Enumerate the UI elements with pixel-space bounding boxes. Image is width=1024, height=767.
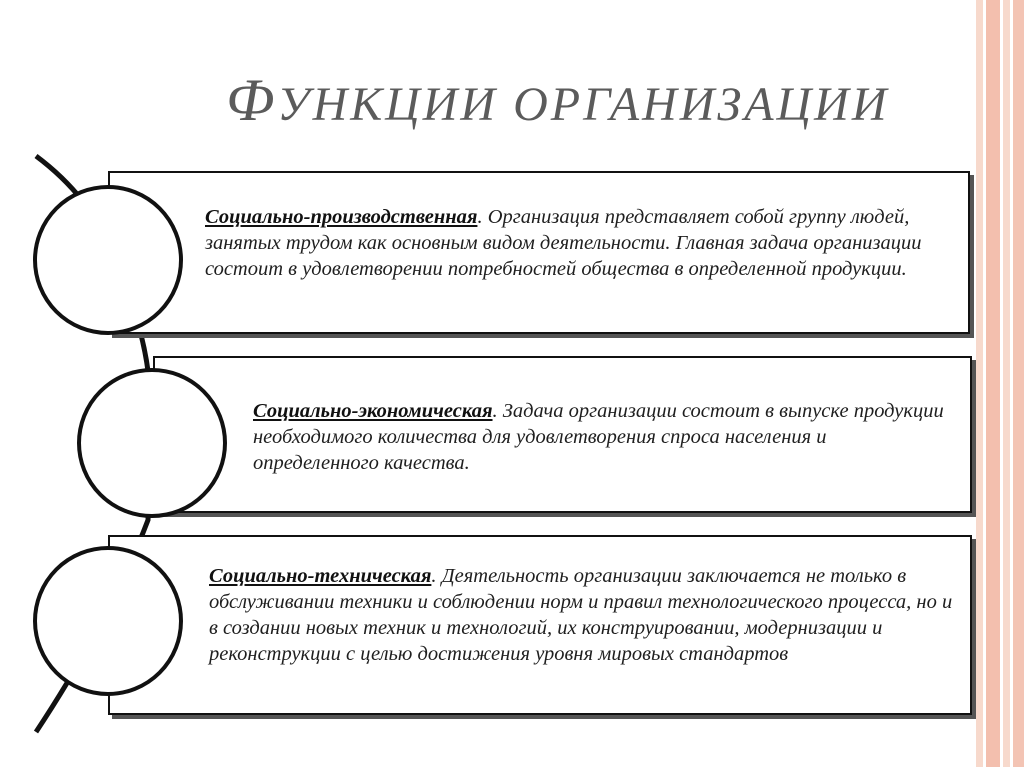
slide-title: ФУНКЦИИ ОРГАНИЗАЦИИ <box>226 67 890 133</box>
function-desc-2: . Задача организации состоит в выпуске продукции необходимого количества для удовлетворения спроса населения и определенного качества. <box>253 400 944 474</box>
function-desc-1: . Организация представляет собой группу людей, занятых трудом как основным видом деятельности. Главная задача организации состоит в удовлетворении потребностей общества в определенной продукции. <box>205 206 922 280</box>
decorative-side-stripes <box>976 0 1024 767</box>
circle-marker-3 <box>33 546 183 696</box>
stripe <box>1013 0 1024 767</box>
stripe <box>986 0 1000 767</box>
circle-marker-2 <box>77 368 227 518</box>
stripe <box>976 0 983 767</box>
circle-marker-1 <box>33 185 183 335</box>
function-text-3 <box>209 563 961 667</box>
function-desc-3: . Деятельность организации заключается не только в обслуживании техники и соблюдении норм и правил технологического процесса, но и в создании новых техник и технологий, их конструировании, модернизации и реконструкции с целью достижения уровня мировых стандартов <box>209 565 953 665</box>
function-text-1 <box>205 204 960 282</box>
function-text-2 <box>253 398 953 476</box>
function-term-2: Социально-экономическая <box>253 400 493 422</box>
stripe <box>1003 0 1010 767</box>
function-term-3: Социально-техническая <box>209 565 432 587</box>
function-term-1: Социально-производственная <box>205 206 478 228</box>
